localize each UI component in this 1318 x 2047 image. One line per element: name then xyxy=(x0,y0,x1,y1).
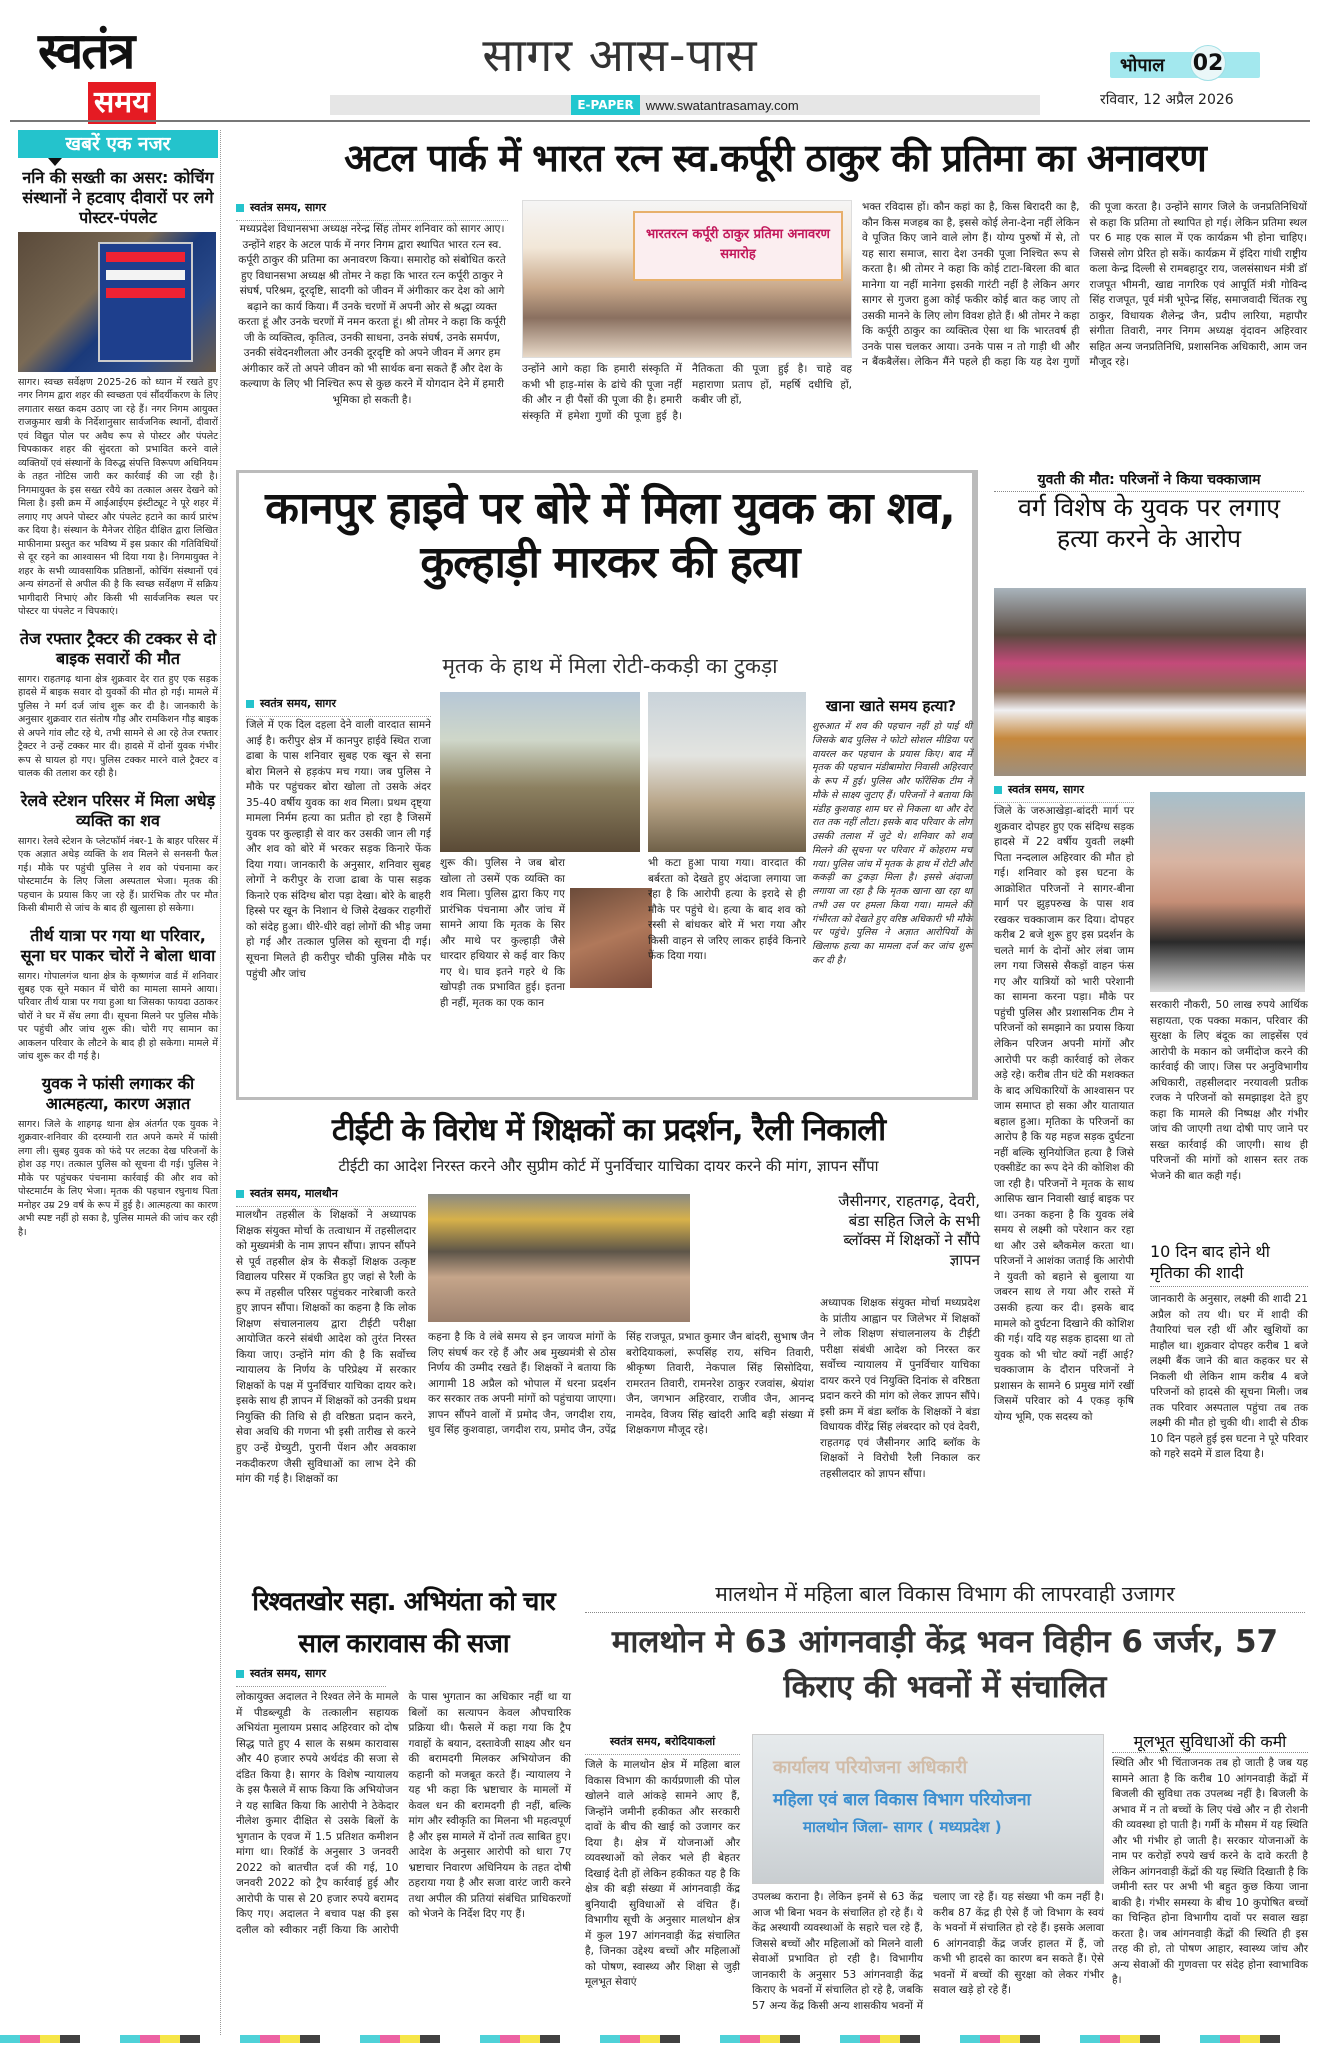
edition-box xyxy=(1110,52,1260,78)
bullet-square-icon xyxy=(236,1190,244,1198)
kicker: युवती की मौत: परिजनों ने किया चक्काजाम xyxy=(994,470,1304,492)
article-body: स्थिति और भी चिंताजनक तब हो जाती है जब यह सामने आता है कि करीब 10 आंगनवाड़ी केंद्रों में बिजली की सुविधा तक उपलब्ध नहीं है। बिजली के अभाव में न तो बच्चों के लिए पंखे और न ही रोशनी की व्यवस्था हो पाती है। गर्मी के मौसम में यह स्थिति और भी गंभीर हो जाती है। सरकार योजनाओं के नाम पर करोड़ों रुपये खर्च करने के दावे करती है लेकिन आंगनवाड़ी केंद्रों की यह स्थिति दिखाती है कि जमीनी स्तर पर अभी भी बहुत कुछ किया जाना बाकी है। गंभीर समस्या के बीच 10 कुपोषित बच्चों का चिन्हित होना विभागीय दावों पर सवाल खड़ा करता है। जब आंगनवाड़ी केंद्रों की स्थिति ही इस तरह की हो, तो पोषण आहार, स्वास्थ्य जांच और अन्य सेवाओं की गुणवत्ता पर संदेह होना स्वाभाविक है। xyxy=(1112,1757,1308,1987)
sign-line: कार्यालय परियोजना अधिकारी xyxy=(773,1757,968,1778)
byline-text: स्वतंत्र समय, बरोदियाकलां xyxy=(609,1735,716,1748)
byline-text: स्वतंत्र समय, सागर xyxy=(1008,783,1084,796)
photo-banner-text: भारतरत्न कर्पूरी ठाकुर प्रतिमा अनावरण समारोह xyxy=(633,211,843,281)
victim-photo xyxy=(570,888,652,988)
bullet-square-icon xyxy=(236,204,244,212)
article-body: मालथौन तहसील के शिक्षकों ने अध्यापक शिक्षक संयुक्त मोर्चा के तत्वाधान में तहसीलदार को मुख्यमंत्री के नाम ज्ञापन सौंपा। ज्ञापन सौंपने से पूर्व तहसील क्षेत्र के सैकड़ों शिक्षक उत्कृष्ट विद्यालय परिसर में एकत्रित हुए जहां से रैली के रूप में तहसील परिसर पहुंचकर नारेबाजी करते हुए ज्ञापन सौंपा। शिक्षकों का कहना है कि लोक शिक्षण संचालनालय द्वारा टीईटी परीक्षा आयोजित करने संबंधी आदेश को तुरंत निरस्त किया जाए। उन्होंने मांग की है कि सर्वोच्च न्यायालय के निर्णय के परिप्रेक्ष्य में सरकार शिक्षकों के पक्ष में पुनर्विचार याचिका दायर करे। इसके साथ ही ज्ञापन में शिक्षकों को उनकी प्रथम नियुक्ति की तिथि से ही वरिष्ठता प्रदान करने, सेवा अवधि की गणना भी इसी तारीख से करने हुए उन्हें ग्रेच्युटी, पुरानी पेंशन और अवकाश नकदीकरण जैसी सुविधाओं का लाभ देने की मांग की गई है। शिक्षकों का xyxy=(236,1209,416,1486)
sidebar-headline[interactable]: रेलवे स्टेशन परिसर में मिला अधेड़ व्यक्ति का शव xyxy=(20,790,216,830)
article-body: अध्यापक शिक्षक संयुक्त मोर्चा मध्यप्रदेश के प्रांतीय आह्वान पर जिलेभर में शिक्षकों ने लोक शिक्षण संचालनालय के टीईटी परीक्षा संबंधी आदेश को निरस्त कर सर्वोच्च न्यायालय में पुनर्विचार याचिका दायर करने एवं नियुक्ति दिनांक से वरिष्ठता प्रदान करने की मांग को लेकर ज्ञापन सौंपे। इसी क्रम में बंडा ब्लॉक के शिक्षकों ने बंडा विधायक वीरेंद्र सिंह लंबरदार को एवं देवरी, राहतगढ़ एवं जैसीनगर आदि ब्लॉक के शिक्षकों ने विरोधी रैली निकाल कर तहसीलदार को ज्ञापन सौंपा। xyxy=(820,1297,980,1480)
protest-photo xyxy=(994,588,1306,776)
victim-portrait xyxy=(1150,792,1305,992)
sidebar-divider xyxy=(220,130,221,2035)
headline-young-woman[interactable]: वर्ग विशेष के युवक पर लगाए हत्या करने के आरोप xyxy=(1017,493,1281,554)
logo-top: स्वतंत्र xyxy=(38,22,134,80)
article-body: सरकारी नौकरी, 50 लाख रुपये आर्थिक सहायता, एक पक्का मकान, परिवार की सुरक्षा के लिए बंदूक का लाइसेंस एवं आरोपी के मकान को जमींदोज करने की कार्रवाई की जाए। जिस पर अनुविभागीय अधिकारी, तहसीलदार नरयावली प्रतीक रजक ने परिजनों को समझाइश देते हुए कहा कि मामले की निष्पक्ष और गंभीर जांच की जाएगी तथा दोषी पाए जाने पर सख्त कार्रवाई की जाएगी। साथ ही परिजनों की मांगों को शासन स्तर तक भेजने की बात कही गई। xyxy=(1150,999,1308,1182)
side-headline: मूलभूत सुविधाओं की कमी xyxy=(1112,1730,1308,1753)
epaper-tag: E-PAPER xyxy=(571,95,639,115)
article-body: भक्त रविदास हों। कौन कहां का है, किस बिरादरी का है, कौन किस मजहब का है, इससे कोई लेना-देना नहीं लेकिन वे पूजित किए जाने वाले लोग हैं। योग्य पुरुषों में से, तो यह सारा समाज, सारा देश उनकी पूजा निश्चित रूप से करता है। श्री तोमर ने कहा कि कोई टाटा-बिरला की बात मानेगा या नहीं मानेगा इसकी गारंटी नहीं है लेकिन अगर सागर से गुजरा हुआ कोई फकीर कोई बात कह जाए तो उसकी मानने के लिए लोग विवश होते हैं। श्री तोमर ने कहा कि कर्पूरी ठाकुर का व्यक्तित्व ऐसा था कि भारतवर्ष ही उनके पास चलकर आया। उनके पास न तो गाड़ी थी और न बैंकबैलेंस। लेकिन मैंने पहले ही कहा कि यह देश गुणों की पूजा करता है। उन्होंने सागर जिले के जनप्रतिनिधियों से कहा कि प्रतिमा तो स्थापित हो गई। लेकिन प्रतिमा स्थल पर 6 माह एक साल में एक कार्यक्रम भी होना चाहिए। जिससे लोग प्रेरित हो सकें। कार्यक्रम में इंदिरा गांधी राष्ट्रीय कला केन्द्र दिल्ली से रामबहादुर राय, जलसंसाधन मंत्री डॉ राजपूत भीमनी, खाद्य नागरिक एवं आपूर्ति मंत्री गोविन्द सिंह राजपूत, पूर्व मंत्री भूपेन्द्र सिंह, समाजवादी चिंतक रघु ठाकुर, विधायक शैलेन्द्र जैन, प्रदीप लारिया, महापौर संगीता तिवारी, नगर निगम अध्यक्ष वृंदावन अहिरवार सहित अन्य जनप्रतिनिधि, प्रशासनिक अधिकारी, आम जन मौजूद रहे। xyxy=(862,201,1307,369)
byline xyxy=(236,1186,416,1207)
bullet-square-icon xyxy=(994,786,1002,794)
headline-tet-protest[interactable]: टीईटी के विरोध में शिक्षकों का प्रदर्शन, रैली निकाली xyxy=(331,1112,886,1148)
poster-photo xyxy=(18,232,216,372)
coaching-poster xyxy=(98,242,193,362)
byline xyxy=(994,782,1134,803)
sidebar-headline[interactable]: तेज रफ्तार ट्रैक्टर की टक्कर से दो बाइक सवारों की मौत xyxy=(19,628,217,668)
article-body: जानकारी के अनुसार, लक्ष्मी की शादी 21 अप्रैल को तय थी। घर में शादी की तैयारियां चल रही थीं और खुशियों का माहौल था। शुक्रवार दोपहर करीब 1 बजे लक्ष्मी बैंक जाने की बात कहकर घर से निकली थी लेकिन शाम करीब 4 बजे परिजनों को हादसे की सूचना मिली। जब तक परिवार अस्पताल पहुंचा तब तक लक्ष्मी की मौत हो चुकी थी। शादी से ठीक 10 दिन पहले हुई इस घटना ने पूरे परिवार को गहरे सदमे में डाल दिया है। xyxy=(1150,1293,1308,1461)
byline xyxy=(236,200,508,221)
sidebar-body: सागर। जिले के शाहगढ़ थाना क्षेत्र अंतर्गत एक युवक ने शुक्रवार-शनिवार की दरम्यानी रात अपने कमरे में फांसी लगा ली। सुबह युवक को फंदे पर लटका देख परिजनों के होश उड़ गए। तत्काल पुलिस को सूचना दी गई। पुलिस ने मौके पर पहुंचकर पंचनामा कार्रवाई की और शव को पोस्टमार्टम के लिए भेजा। मृतक की पहचान रघुनाथ पिता मनोहर उम्र 29 वर्ष के रूप में हुई है। आत्महत्या का कारण अभी स्पष्ट नहीं हो सका है, पुलिस मामले की जांच कर रही है। xyxy=(18,1118,218,1238)
article-body: भी कटा हुआ पाया गया। वारदात की बर्बरता को देखते हुए अंदाजा लगाया जा रहा है कि आरोपी हत्या के इरादे से ही मौके पर पहुंचे थे। हत्या के बाद शव को रस्सी से बांधकर बोरे में भरा गया और किसी वाहन से जरिए लाकर हाईवे किनारे फेंक दिया गया। xyxy=(648,857,806,963)
article-body: लोकायुक्त अदालत ने रिश्वत लेने के मामले में पीडब्ल्यूडी के तत्कालीन सहायक अभियंता मुलायम प्रसाद अहिरवार को दोष सिद्ध पाते हुए 4 साल के सश्रम कारावास और 40 हजार रुपये अर्थदंड की सजा से दंडित किया है। सागर के विशेष न्यायालय के इस फैसले में साफ किया कि अभियोजन ने यह साबित किया कि आरोपी ने ठेकेदार नीलेश कुमार दीक्षित से उसके बिलों के भुगतान के एवज में 1.5 प्रतिशत कमीशन मांगा था। रिकॉर्ड के अनुसार 3 जनवरी 2022 को बातचीत दर्ज की गई, 10 जनवरी 2022 को ट्रैप कार्रवाई हुई और आरोपी के पास से 20 हजार रुपये बरामद किए गए। अदालत ने बचाव पक्ष की इस दलील को स्वीकार नहीं किया कि आरोपी के पास भुगतान का अधिकार नहीं था या बिलों का सत्यापन केवल औपचारिक प्रक्रिया थी। फैसले में कहा गया कि ट्रैप गवाहों के बयान, दस्तावेजी साक्ष्य और धन की बरामदगी मिलकर अभियोजन की कहानी को मजबूत करते हैं। न्यायालय ने यह भी कहा कि भ्रष्टाचार के मामलों में केवल धन की बरामदगी ही नहीं, बल्कि मांग और स्वीकृति का मिलना भी महत्वपूर्ण है और इस मामले में दोनों तत्व साबित हुए। आदेश के अनुसार आरोपी को धारा 7ए भ्रष्टाचार निवारण अधिनियम के तहत दोषी ठहराया गया है और सजा वारंट जारी करने तथा अपील की प्रतियां संबंधित प्राधिकरणों को भेजने के निर्देश दिए गए हैं। xyxy=(236,1691,571,1936)
teachers-protest-photo xyxy=(428,1194,690,1322)
epaper-bar xyxy=(330,95,1040,115)
article-body: जिले के मालथोन क्षेत्र में महिला बाल विकास विभाग की कार्यप्रणाली की पोल खोलने वाले आंकड़े सामने आए हैं, जिन्होंने जमीनी हकीकत और सरकारी दावों के बीच की खाई को उजागर कर दिया है। क्षेत्र में योजनाओं और व्यवस्थाओं को लेकर भले ही बेहतर दिखाई देती हों लेकिन हकीकत यह है कि क्षेत्र की बड़ी संख्या में आंगनवाड़ी केंद्र बुनियादी सुविधाओं से वंचित हैं। विभागीय सूची के अनुसार मालथोन क्षेत्र में कुल 197 आंगनवाड़ी केंद्र संचालित है, जिनका उद्देश्य बच्चों और महिलाओं को पोषण, स्वास्थ्य और शिक्षा से जुड़ी मूलभूत सेवाएं xyxy=(585,1759,740,1989)
sign-line: महिला एवं बाल विकास विभाग परियोजना xyxy=(773,1790,1031,1810)
subheadline: मृतक के हाथ में मिला रोटी-ककड़ी का टुकड़ा xyxy=(442,654,778,678)
bullet-square-icon xyxy=(236,1670,244,1678)
article-body: उन्होंने आगे कहा कि हमारी संस्कृति में कभी भी हाड़-मांस के ढांचे की पूजा नहीं की और न ही पैसों की पूजा की है। हमारी संस्कृति में हमेशा गुणों की पूजा हुई है। नैतिकता की पूजा हुई है। चाहे वह महाराणा प्रताप हों, महर्षि दधीचि हों, कबीर जी हों, xyxy=(522,363,852,422)
side-headline: जैसीनगर, राहतगढ़, देवरी, बंडा सहित जिले के सभी ब्लॉक्स में शिक्षकों ने सौंपे ज्ञापन xyxy=(838,1192,980,1269)
byline-text: स्वतंत्र समय, सागर xyxy=(260,697,336,710)
website-link[interactable]: www.swatantrasamay.com xyxy=(645,97,799,113)
byline-text: स्वतंत्र समय, सागर xyxy=(250,201,326,214)
article-body: कहना है कि वे लंबे समय से इन जायज मांगों के लिए संघर्ष कर रहे हैं और अब मुख्यमंत्री से ठोस निर्णय की उम्मीद रखते हैं। शिक्षकों ने बताया कि आगामी 18 अप्रैल को भोपाल में धरना प्रदर्शन कर सरकार तक अपनी मांगों को पहुंचाया जाएगा। ज्ञापन सौंपने वालों में प्रमोद जैन, जगदीश राय, धुव सिंह कुशवाहा, जगदीश राय, प्रमोद जैन, उपेंद्र सिंह राजपूत, प्रभात कुमार जैन बांदरी, सुभाष जैन बरोदियाकलां, रूपसिंह राय, संचिन तिवारी, श्रीकृष्ण तिवारी, नेकपाल सिंह सिसोदिया, रामरतन तिवारी, रामनरेश ठाकुर रजवांस, श्रेयांश जैन, जगभान अहिरवार, राजीव जैन, आनन्द नामदेव, विजय सिंह खांदरी आदि बड़ी संख्या में शिक्षकगण मौजूद रहे। xyxy=(428,1331,814,1437)
article-body: जिले के जरुआखेड़ा-बांदरी मार्ग पर शुक्रवार दोपहर हुए एक संदिग्ध सड़क हादसे में 22 वर्षीय युवती लक्ष्मी पिता नन्दलाल अहिरवार की मौत हो गई। शनिवार को इस घटना के आक्रोशित परिजनों ने सागर-बीना मार्ग पर झुड़परुख के पास शव रखकर चक्काजाम कर दिया। दोपहर करीब 2 बजे शुरू हुए इस प्रदर्शन के चलते मार्ग के दोनों ओर लंबा जाम लग गया जिससे सैकड़ों वाहन फंस गए और यात्रियों को भारी परेशानी का सामना करना पड़ा। मौके पर पहुंची पुलिस और प्रशासनिक टीम ने परिजनों को समझाने का प्रयास किया लेकिन परिजन अपनी मांगों और आरोपी पर कड़ी कार्रवाई को लेकर अड़े रहे। करीब तीन घंटे की मशक्कत के बाद अधिकारियों के आश्वासन पर जाम समाप्त हो सका और यातायात बहाल हुआ। मृतिका के परिजनों का आरोप है कि यह महज सड़क दुर्घटना नहीं बल्कि सुनियोजित हत्या है जिसे एक्सीडेंट का रूप देने की कोशिश की जा रही है। परिजनों ने मृतक के साथ आसिफ खान निवासी खाई बाइक पर था। उनका कहना है कि युवक लंबे समय से लक्ष्मी को परेशान कर रहा था और उसे ब्लैकमेल करता था। परिजनों ने आशंका जताई कि आरोपी ने युवती को बहाने से बुलाया या जबरन साथ ले गया और रास्ते में उसकी हत्या कर दी। इसके बाद मामले को दुर्घटना दिखाने की कोशिश की गई। यदि यह सड़क हादसा था तो युवक को भी चोट क्यों नहीं आई? चक्काजाम के दौरान परिजनों ने प्रशासन के सामने 6 प्रमुख मांगें रखीं जिसमें परिवार को 4 एकड़ कृषि योग्य भूमि, एक सदस्य को xyxy=(994,805,1134,1423)
byline xyxy=(585,1734,740,1755)
sidebar-body: सागर। गोपालगंज थाना क्षेत्र के कृष्णगंज वार्ड में शनिवार सुबह एक सूने मकान में चोरी का मामला सामने आया। परिवार तीर्थ यात्रा पर गया हुआ था जिसका फायदा उठाकर चोरों ने घर में सेंध लगा दी। सूचना मिलने पर पुलिस मौके पर पहुंची और जांच शुरू की। चोरी गए सामान का आकलन परिवार के लौटने के बाद ही हो सकेगा। मामले में जांच शुरू कर दी गई है। xyxy=(18,970,218,1063)
article-body: मध्यप्रदेश विधानसभा अध्यक्ष नरेन्द्र सिंह तोमर शनिवार को सागर आए। उन्होंने शहर के अटल पार्क में नगर निगम द्वारा स्थापित भारत रत्न स्व. कर्पूरी ठाकुर की प्रतिमा का अनावरण किया। समारोह को संबोधित करते हुए विधानसभा अध्यक्ष श्री तोमर ने कहा कि भारत रत्न कर्पूरी ठाकुर ने संघर्ष, परिश्रम, दूरदृष्टि, सादगी को जीवन में अंगीकार कर देश को आगे बढ़ाने का कार्य किया। मैं उनके चरणों में अपनी ओर से श्रद्धा व्यक्त करता हूं और उनके चरणों में नमन करता हूं। श्री तोमर ने कहा कि कर्पूरी जी के व्यक्तित्व, कृतित्व, उनकी साधना, उनके संघर्ष, उनके समर्पण, उनकी संवेदनशीलता और उनकी दूरदृष्टि को अपने जीवन में अगर हम अंगीकार करें तो अपने जीवन को भी सार्थक बना सकते हैं और देश के कल्याण के लिए भी निश्चित रूप से कुछ करने में योगदान देने में हमारी भूमिका हो सकती है। xyxy=(238,223,506,406)
sidebar-headline: खाना खाते समय हत्या? xyxy=(825,697,957,715)
office-sign-photo xyxy=(752,1734,1104,1884)
headline-atal-park[interactable]: अटल पार्क में भारत रत्न स्व.कर्पूरी ठाकुर की प्रतिमा का अनावरण xyxy=(344,136,1206,180)
bullet-square-icon xyxy=(246,700,254,708)
sign-line: मालथोन जिला- सागर ( मध्यप्रदेश ) xyxy=(803,1818,1002,1836)
article-body: जिले में एक दिल दहला देने वाली वारदात सामने आई है। करीपुर क्षेत्र में कानपुर हाईवे स्थित राजा ढाबा के पास शनिवार सुबह एक खून से सना बोरा मिलने से हड़कंप मच गया। जब पुलिस ने मौके पर पहुंचकर बोरा खोला तो उसके अंदर 35-40 वर्षीय युवक का शव मिला। प्रथम दृष्ट्या मामला निर्मम हत्या का प्रतीत हो रहा है जिसमें युवक पर कुल्हाड़ी से वार कर उसकी जान ली गई और शव को बोरे में भरकर सड़क किनारे फेंक दिया गया। जानकारी के अनुसार, शनिवार सुबह लोगों ने करीपुर के राजा ढाबा के पास सड़क किनारे एक संदिग्ध बोरा पड़ा देखा। बोरे के बाहरी हिस्से पर खून के निशान थे जिसे देखकर राहगीरों को संदेह हुआ। धीरे-धीरे वहां लोगों की भीड़ जमा हो गई और तत्काल पुलिस को सूचना दी गई। सूचना मिलते ही करीपुर चौकी पुलिस मौके पर पहुंची और जांच xyxy=(246,719,431,980)
section-title: सागर आस-पास xyxy=(482,28,758,82)
sidebar-body: सागर। रेलवे स्टेशन के प्लेटफॉर्म नंबर-1 के बाहर परिसर में एक अज्ञात अधेड़ व्यक्ति के शव मिलने से सनसनी फैल गई। मौके पर पहुंची पुलिस ने शव को पंचनामा कर पोस्टमार्टम के लिए जिला अस्पताल भेजा। मृतक की पहचान के प्रयास किए जा रहे हैं। प्रारंभिक तौर पर मौत किसी बीमारी से जांच के बाद ही खुलासा हो सकेगा। xyxy=(18,835,218,915)
headline-anganwadi[interactable]: मालथोन मे 63 आंगनवाड़ी केंद्र भवन विहीन 6 जर्जर, 57 किराए की भवनों में संचालित xyxy=(611,1624,1279,1705)
issue-date: रविवार, 12 अप्रैल 2026 xyxy=(1100,92,1234,108)
byline xyxy=(236,1666,386,1687)
sidebar-tag: खबरें एक नजर xyxy=(18,130,218,158)
sidebar-headline[interactable]: तीर्थ यात्रा पर गया था परिवार, सूना घर पाकर चोरों ने बोला धावा xyxy=(20,925,216,965)
logo-bottom: समय xyxy=(88,82,156,124)
headline-bribery[interactable]: रिश्वतखोर सहा. अभियंता को चार साल कारावास की सजा xyxy=(252,1587,555,1659)
sidebar-news-brief xyxy=(18,130,218,2035)
print-registration-marks xyxy=(0,2035,1318,2043)
statue-unveiling-photo xyxy=(522,200,852,358)
sidebar-body: शुरुआत में शव की पहचान नहीं हो पाई थी जिसके बाद पुलिस ने फोटो सोशल मीडिया पर वायरल कर पहचान के प्रयास किए। बाद में मृतक की पहचान मंडीबामोरा निवासी अहिरवार के रूप में हुई। पुलिस और फॉरेंसिक टीम ने मौके से साक्ष्य जुटाए हैं। परिजनों ने बताया कि मंडीह कुशवाह शाम घर से निकला था और देर रात तक नहीं लौटा। इसके बाद परिवार के लोग उसकी तलाश में जुटे थे। शनिवार को शव मिलने की सूचना पर परिवार में कोहराम मच गया। पुलिस जांच में मृतक के हाथ में रोटी और ककड़ी का टुकड़ा मिला है। इससे अंदाजा लगाया जा रहा है कि मृतक खाना खा रहा था तभी उस पर हमला किया गया। मामले की गंभीरता को देखते हुए वरिष्ठ अधिकारी भी मौके पर पहुंचे। पुलिस ने अज्ञात आरोपियों के खिलाफ हत्या का मामला दर्ज कर जांच शुरू कर दी है। xyxy=(812,721,972,967)
crime-scene-photo xyxy=(440,692,640,852)
masthead-divider xyxy=(10,120,1310,122)
subheadline: टीईटी का आदेश निरस्त करने और सुप्रीम कोर्ट में पुनर्विचार याचिका दायर करने की मांग, ज्ञापन सौंपा xyxy=(338,1157,879,1175)
police-photo xyxy=(648,692,806,852)
byline-text: स्वतंत्र समय, सागर xyxy=(250,1667,326,1680)
sidebar-body: सागर। स्वच्छ सर्वेक्षण 2025-26 को ध्यान में रखते हुए नगर निगम द्वारा शहर की स्वच्छता एवं सौंदर्यीकरण के लिए लगातार सख्त कदम उठाए जा रहे हैं। नगर निगम आयुक्त राजकुमार खत्री के निर्देशानुसार सार्वजनिक स्थानों, दीवारों एवं विद्युत पोल पर अवैध रूप से पोस्टर और पंपलेट चिपकाकर शहर की सुंदरता को प्रभावित करने वाले व्यक्तियों एवं संस्थानों के विरुद्ध संपत्ति विरूपण अधिनियम के तहत नोटिस जारी कर कार्रवाई की जा रही है। निगमायुक्त के इस सख्त रवैये का तत्काल असर देखने को मिला है। इसी क्रम में आईआईएम इंस्टीट्यूट ने पूरे शहर में लगाए गए अपने पोस्टर और पंपलेट हटाने का कार्य प्रारंभ कर दिया है। संस्थान के मैनेजर रोहित दीक्षित द्वारा लिखित माफीनामा प्रस्तुत कर भविष्य में इस प्रकार की गतिविधियों से दूर रहने का आश्वासन भी दिया गया है। निगमायुक्त ने शहर के सभी व्यावसायिक प्रतिष्ठानों, कोचिंग संस्थानों एवं अन्य संगठनों से अपील की है कि स्वच्छ सर्वेक्षण में सक्रिय भागीदारी निभाएं और किसी भी सार्वजनिक स्थल पर पोस्टर या पंपलेट न चिपकाएं। xyxy=(18,377,218,618)
headline-kanpur-highway[interactable]: कानपुर हाइवे पर बोरे में मिला युवक का शव, कुल्हाड़ी मारकर की हत्या xyxy=(265,483,955,588)
edition-city: भोपाल xyxy=(1120,55,1165,76)
article-body: उपलब्ध कराना है। लेकिन इनमें से 63 केंद्र आज भी बिना भवन के संचालित हो रहे हैं। ये केंद्र अस्थायी व्यवस्थाओं के सहारे चल रहे हैं, जिससे बच्चों और महिलाओं को मिलने वाली सेवाओं प्रभावित हो रही है। विभागीय जानकारी के अनुसार 53 आंगनवाड़ी केंद्र किराए के भवनों में संचालित हो रहे है, जबकि 57 अन्य केंद्र किसी अन्य शासकीय भवनों में चलाए जा रहे हैं। यह संख्या भी कम नहीं है। करीब 87 केंद्र ही ऐसे हैं जो विभाग के स्वयं के भवनों में संचालित हो रहे हैं। इसके अलावा 6 आंगनवाड़ी केंद्र जर्जर हालत में हैं, जो कभी भी हादसे का कारण बन सकते हैं। ऐसे भवनों में बच्चों की सुरक्षा को लेकर गंभीर सवाल खड़े हो रहे हैं। xyxy=(752,1891,1104,2012)
byline-text: स्वतंत्र समय, मालथौन xyxy=(250,1187,338,1200)
sidebar-headline[interactable]: ननि की सख्ती का असर: कोचिंग संस्थानों ने हटवाए दीवारों पर लगे पोस्टर-पंपलेट xyxy=(22,168,214,227)
sidebar-headline[interactable]: युवक ने फांसी लगाकर की आत्महत्या, कारण अज्ञात xyxy=(41,1073,195,1113)
article-body: शुरू की। पुलिस ने जब बोरा खोला तो उसमें एक व्यक्ति का शव मिला। पुलिस द्वारा किए गए प्रारंभिक पंचनामा और जांच में सामने आया कि मृतक के सिर और माथे पर कुल्हाड़ी जैसे धारदार हथियार से कई वार किए गए थे। घाव इतने गहरे थे कि खोपड़ी तक प्रभावित हुई। इतना ही नहीं, मृतक का एक कान xyxy=(440,857,565,1009)
kicker: मालथोन में महिला बाल विकास विभाग की लापरवाही उजागर xyxy=(585,1580,1305,1613)
sub-headline: 10 दिन बाद होने थी मृतिका की शादी xyxy=(1150,1242,1308,1287)
page-number: 02 xyxy=(1190,45,1226,81)
sidebar-body: सागर। राहतगढ़ थाना क्षेत्र शुक्रवार देर रात हुए एक सड़क हादसे में बाइक सवार दो युवकों की मौत हो गई। मामले में पुलिस ने मर्ग दर्ज जांच शुरू कर दी है। जानकारी के अनुसार शुक्रवार रात संतोष गौड़ और रामकिशन गौड़ बाइक से अपने गांव लौट रहे थे, तभी सामने से आ रहे तेज रफ्तार ट्रैक्टर ने उन्हें टक्कर मार दी। हादसे में दोनों युवक गंभीर रूप से घायल हो गए। पुलिस टक्कर मारने वाले ट्रैक्टर व चालक की तलाश कर रही है। xyxy=(18,673,218,780)
byline xyxy=(246,696,431,717)
